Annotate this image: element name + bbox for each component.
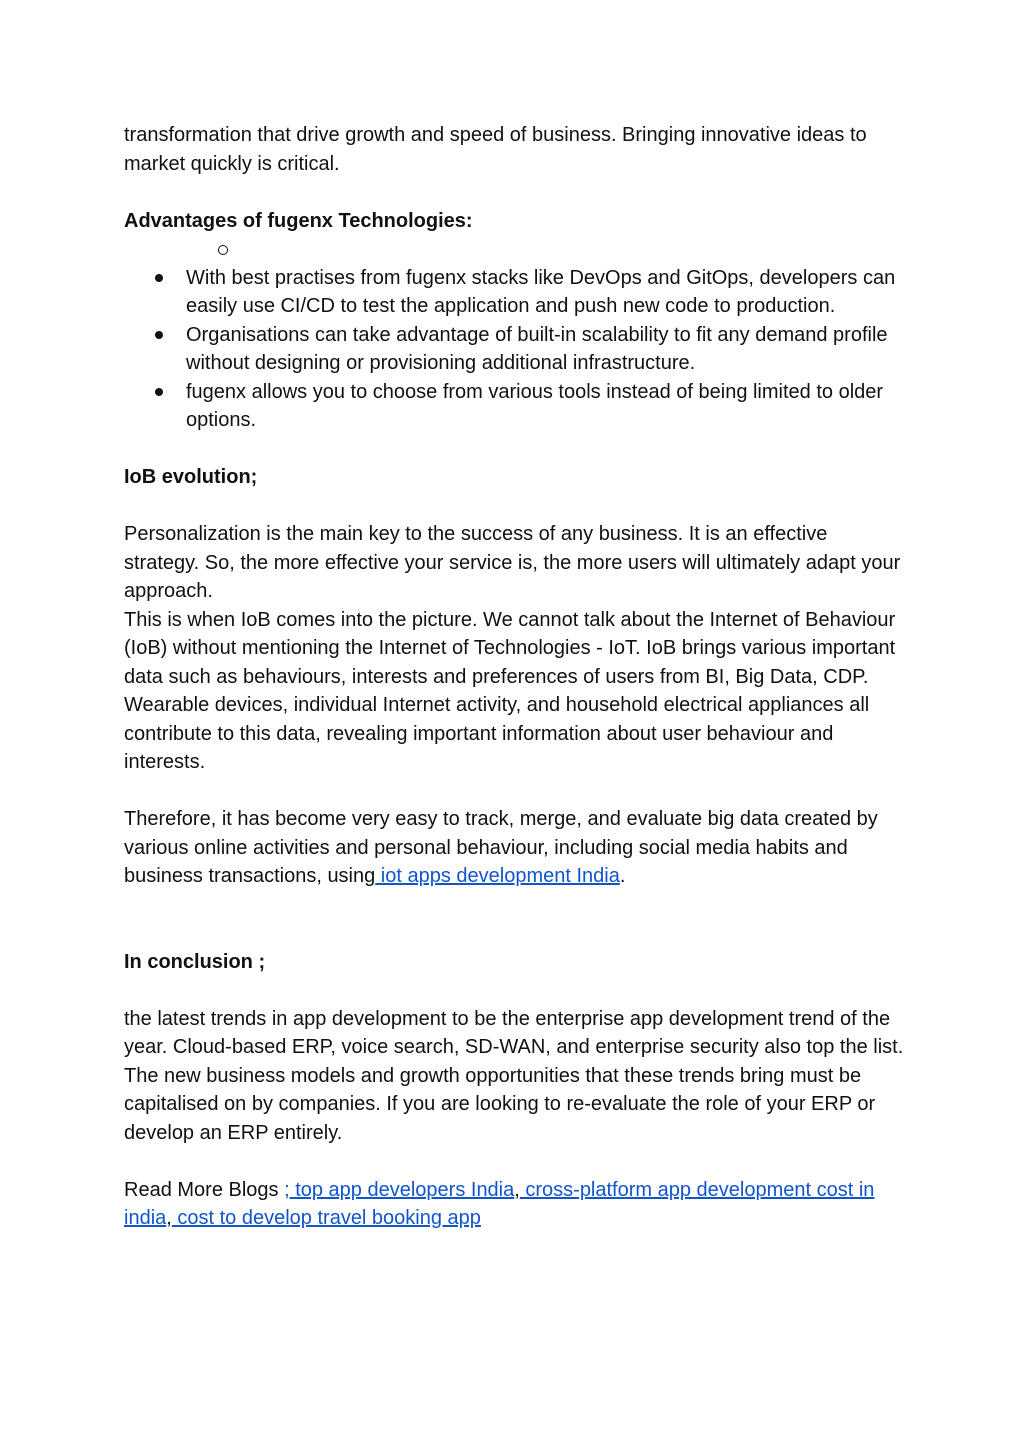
spacer (124, 178, 904, 207)
cross-platform-cost-link[interactable]: cross-platform app development cost in india (124, 1178, 875, 1229)
read-more-separator[interactable]: ; (284, 1178, 290, 1201)
travel-booking-app-link[interactable]: cost to develop travel booking app (171, 1207, 481, 1229)
spacer (124, 492, 904, 521)
spacer (124, 435, 904, 464)
spacer (124, 1147, 904, 1176)
hollow-circle-bullet-icon (218, 245, 228, 255)
list-item-text: Organisations can take advantage of built-in scalability to fit any demand profile without designing or provisioning additional infrastructure. (186, 323, 888, 374)
document-page (124, 121, 904, 1233)
list-item (124, 321, 904, 378)
intro-paragraph: transformation that drive growth and speed of business. Bringing innovative ideas to market quickly is critical. (124, 124, 867, 175)
conclusion-heading: In conclusion ; (124, 950, 266, 973)
bullet-icon (155, 274, 163, 282)
list-item-text: With best practises from fugenx stacks like DevOps and GitOps, developers can easily use CI/CD to test the application and push new code to production. (186, 266, 896, 317)
read-more-label: Read More Blogs (124, 1178, 285, 1201)
read-more-line (124, 1176, 904, 1233)
conclusion-paragraph: the latest trends in app development to be the enterprise app development trend of the year. Cloud-based ERP, voice search, SD-WAN, and enterprise security also top the list. The new business models and growth opportunities that these trends bring must be capitalised on by companies. If you are looking to re-evaluate the role of your ERP or develop an ERP entirely. (124, 1007, 904, 1144)
separator-comma: , (514, 1178, 520, 1201)
bullet-icon (155, 388, 163, 396)
list-item (124, 264, 904, 321)
iob-paragraph-1: Personalization is the main key to the success of any business. It is an effective strategy. So, the more effective your service is, the more users will ultimately adapt your approach. (124, 523, 901, 602)
separator-comma: , (166, 1207, 172, 1229)
iob-heading: IoB evolution; (124, 466, 258, 488)
iob-paragraph-2: This is when IoB comes into the picture. We cannot talk about the Internet of Behaviour (IoB) without mentioning the Internet of Technologies - IoT. IoB brings various important data such as behaviours, interests and preferences of users from BI, Big Data, CDP. Wearable devices, individual Internet activity, and household electrical appliances all contribute to this data, revealing important information about user behaviour and interests. (124, 608, 896, 773)
empty-sublist-item (124, 235, 904, 264)
list-item (124, 378, 904, 435)
iot-apps-development-link[interactable]: iot apps development India (375, 865, 620, 887)
paragraph-text: Therefore, it has become very easy to track, merge, and evaluate big data created by various online activities and personal behaviour, including social media habits and business transactions, using (124, 808, 878, 887)
advantages-list (124, 264, 904, 435)
paragraph-text: . (619, 865, 626, 887)
spacer (124, 891, 904, 948)
spacer (124, 777, 904, 806)
advantages-heading: Advantages of fugenx Technologies: (124, 209, 473, 232)
list-item-text: fugenx allows you to choose from various tools instead of being limited to older options. (186, 380, 884, 431)
bullet-icon (155, 331, 163, 339)
iob-paragraph-3 (124, 805, 904, 891)
spacer (124, 976, 904, 1005)
top-app-developers-link[interactable]: top app developers India (289, 1178, 515, 1201)
